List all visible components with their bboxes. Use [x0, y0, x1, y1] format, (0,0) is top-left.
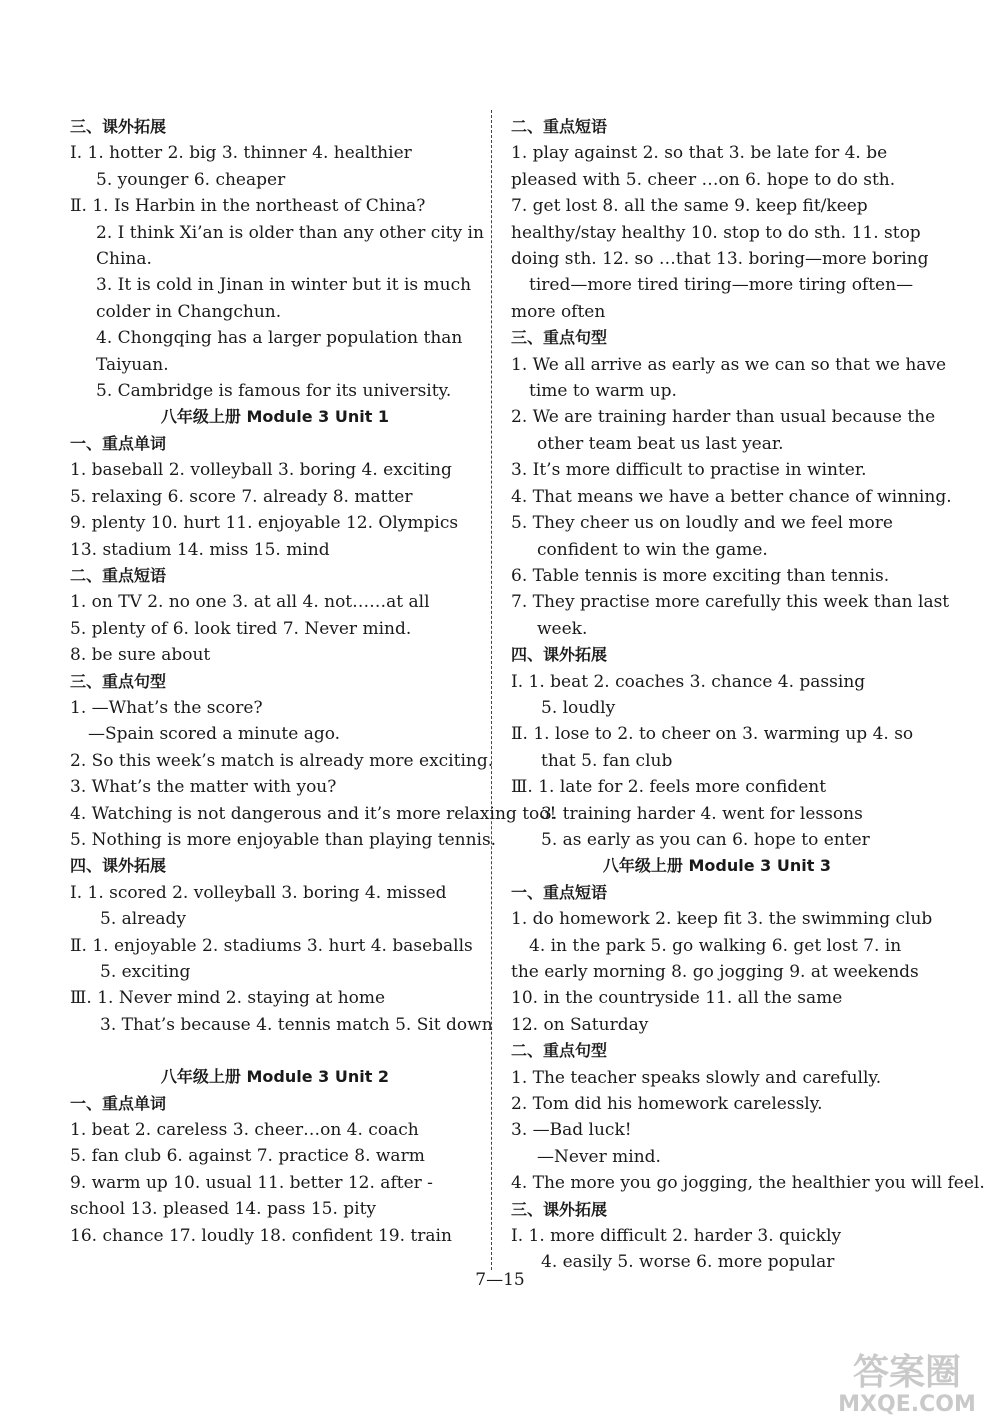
answer-line: —Spain scored a minute ago. — [88, 724, 341, 745]
answer-line: —Never mind. — [537, 1146, 661, 1167]
answer-line: doing sth. 12. so …that 13. boring—more boring — [511, 249, 929, 270]
section-heading: 四、课外拓展 — [511, 645, 608, 665]
spacer — [70, 1038, 480, 1064]
answer-line: Ⅰ. 1. beat 2. coaches 3. chance 4. passing — [511, 671, 866, 692]
answer-line: 3. training harder 4. went for lessons — [541, 803, 863, 824]
answer-line: 5. plenty of 6. look tired 7. Never mind. — [70, 618, 412, 639]
answer-line: 5. younger 6. cheaper — [96, 169, 286, 190]
answer-line: healthy/stay healthy 10. stop to do sth. 11. stop — [511, 222, 921, 243]
section-heading: 四、课外拓展 — [70, 856, 167, 876]
answer-line: 1. play against 2. so that 3. be late for 4. be — [511, 143, 888, 164]
answer-line: 5. already — [100, 909, 187, 930]
answer-line: that 5. fan club — [541, 750, 673, 771]
answer-line: confident to win the game. — [537, 539, 768, 560]
section-heading: 三、课外拓展 — [511, 1199, 608, 1219]
answer-line: week. — [537, 618, 588, 639]
answer-line: Taiyuan. — [96, 354, 169, 375]
answer-line: 2. We are training harder than usual because the — [511, 407, 936, 428]
answer-line: 1. beat 2. careless 3. cheer…on 4. coach — [70, 1120, 419, 1141]
answer-line: the early morning 8. go jogging 9. at weekends — [511, 962, 919, 982]
answer-line: 7. They practise more carefully this week than last — [511, 592, 950, 613]
section-heading: 三、重点句型 — [511, 328, 608, 348]
answer-line: 5. exciting — [100, 962, 191, 982]
answer-line: 3. It is cold in Jinan in winter but it is much — [96, 275, 472, 296]
unit-heading: 八年级上册 Module 3 Unit 3 — [602, 856, 832, 876]
answer-line: 1. We all arrive as early as we can so that we have — [511, 354, 947, 375]
answer-line: 3. —Bad luck! — [511, 1120, 632, 1141]
answer-line: Ⅱ. 1. Is Harbin in the northeast of China? — [70, 196, 426, 217]
watermark-url: MXQE.COM — [838, 1392, 976, 1417]
answer-line: 5. Cambridge is famous for its university. — [96, 381, 452, 402]
watermark-text: 答案圈 — [852, 1352, 961, 1393]
answer-line: more often — [511, 301, 606, 322]
answer-line: 3. It’s more difficult to practise in winter. — [511, 460, 867, 481]
answer-line: 2. So this week’s match is already more exciting. — [70, 750, 494, 771]
answer-line: 8. be sure about — [70, 645, 211, 666]
answer-line: Ⅰ. 1. more difficult 2. harder 3. quickly — [511, 1226, 842, 1247]
unit-heading: 八年级上册 Module 3 Unit 1 — [160, 407, 390, 427]
answer-line: 5. relaxing 6. score 7. already 8. matter — [70, 486, 413, 507]
answer-line: 6. Table tennis is more exciting than tennis. — [511, 565, 890, 586]
answer-line: 4. Watching is not dangerous and it’s more relaxing too! — [70, 803, 557, 824]
section-heading: 二、重点句型 — [511, 1041, 608, 1061]
answer-line: 5. fan club 6. against 7. practice 8. warm — [70, 1146, 425, 1167]
answer-line: 9. warm up 10. usual 11. better 12. after - — [70, 1172, 433, 1193]
answer-line: other team beat us last year. — [537, 433, 784, 454]
answer-line: time to warm up. — [529, 381, 677, 402]
answer-line: 4. in the park 5. go walking 6. get lost 7. in — [529, 935, 902, 956]
answer-line: school 13. pleased 14. pass 15. pity — [70, 1199, 377, 1220]
answer-line: 16. chance 17. loudly 18. confident 19. train — [70, 1225, 452, 1246]
answer-line: 5. as early as you can 6. hope to enter — [541, 829, 870, 850]
answer-line: Ⅲ. 1. Never mind 2. staying at home — [70, 988, 386, 1009]
answer-line: 1. baseball 2. volleyball 3. boring 4. exciting — [70, 460, 452, 481]
answer-line: 4. The more you go jogging, the healthier you will feel. — [511, 1173, 985, 1194]
unit-heading: 八年级上册 Module 3 Unit 2 — [160, 1067, 390, 1087]
answer-line: 2. Tom did his homework carelessly. — [511, 1094, 823, 1115]
answer-line: 3. What’s the matter with you? — [70, 777, 337, 798]
answer-line: 12. on Saturday — [511, 1014, 649, 1035]
answer-line: China. — [96, 249, 152, 270]
answer-line: 5. Nothing is more enjoyable than playing tennis. — [70, 829, 497, 850]
answer-line: 9. plenty 10. hurt 11. enjoyable 12. Olympics — [70, 513, 459, 534]
answer-line: tired—more tired tiring—more tiring often— — [529, 275, 914, 296]
answer-line: Ⅱ. 1. lose to 2. to cheer on 3. warming up 4. so — [511, 724, 914, 745]
watermark-logo — [832, 1353, 982, 1421]
section-heading: 一、重点单词 — [70, 433, 167, 453]
answer-line: 2. I think Xi’an is older than any other city in — [96, 222, 484, 243]
answer-line: 5. loudly — [541, 697, 616, 718]
answer-line: Ⅲ. 1. late for 2. feels more confident — [511, 777, 827, 798]
page-number: 7—15 — [475, 1270, 525, 1290]
answer-line: 3. That’s because 4. tennis match 5. Sit down — [100, 1014, 493, 1035]
answer-line: 1. —What’s the score? — [70, 697, 263, 718]
left-column — [70, 114, 557, 1249]
answer-line: 4. That means we have a better chance of winning. — [511, 486, 952, 507]
answer-line: 10. in the countryside 11. all the same — [511, 988, 843, 1009]
section-heading: 三、重点句型 — [70, 671, 167, 691]
answer-line: 5. They cheer us on loudly and we feel more — [511, 513, 893, 534]
section-heading: 一、重点单词 — [70, 1093, 167, 1113]
answer-line: 1. on TV 2. no one 3. at all 4. not……at all — [70, 592, 430, 613]
answer-line: Ⅰ. 1. scored 2. volleyball 3. boring 4. missed — [70, 882, 447, 903]
answer-line: 4. Chongqing has a larger population than — [96, 328, 463, 349]
answer-line: 1. do homework 2. keep fit 3. the swimming club — [511, 909, 933, 930]
answer-line: pleased with 5. cheer …on 6. hope to do sth. — [511, 169, 896, 190]
section-heading: 一、重点短语 — [511, 882, 608, 902]
answer-line: Ⅱ. 1. enjoyable 2. stadiums 3. hurt 4. baseballs — [70, 935, 473, 956]
answer-line: colder in Changchun. — [96, 301, 282, 322]
answer-line: 4. easily 5. worse 6. more popular — [541, 1252, 835, 1273]
section-heading: 三、课外拓展 — [70, 117, 167, 136]
column-divider — [491, 110, 492, 1270]
answer-line: 1. The teacher speaks slowly and carefully. — [511, 1067, 882, 1088]
section-heading: 二、重点短语 — [70, 565, 167, 585]
section-heading: 二、重点短语 — [511, 117, 608, 136]
answer-line: 13. stadium 14. miss 15. mind — [70, 539, 330, 560]
answer-line: 7. get lost 8. all the same 9. keep fit/keep — [511, 196, 868, 217]
right-column — [511, 114, 985, 1276]
answer-line: Ⅰ. 1. hotter 2. big 3. thinner 4. healthier — [70, 143, 412, 164]
